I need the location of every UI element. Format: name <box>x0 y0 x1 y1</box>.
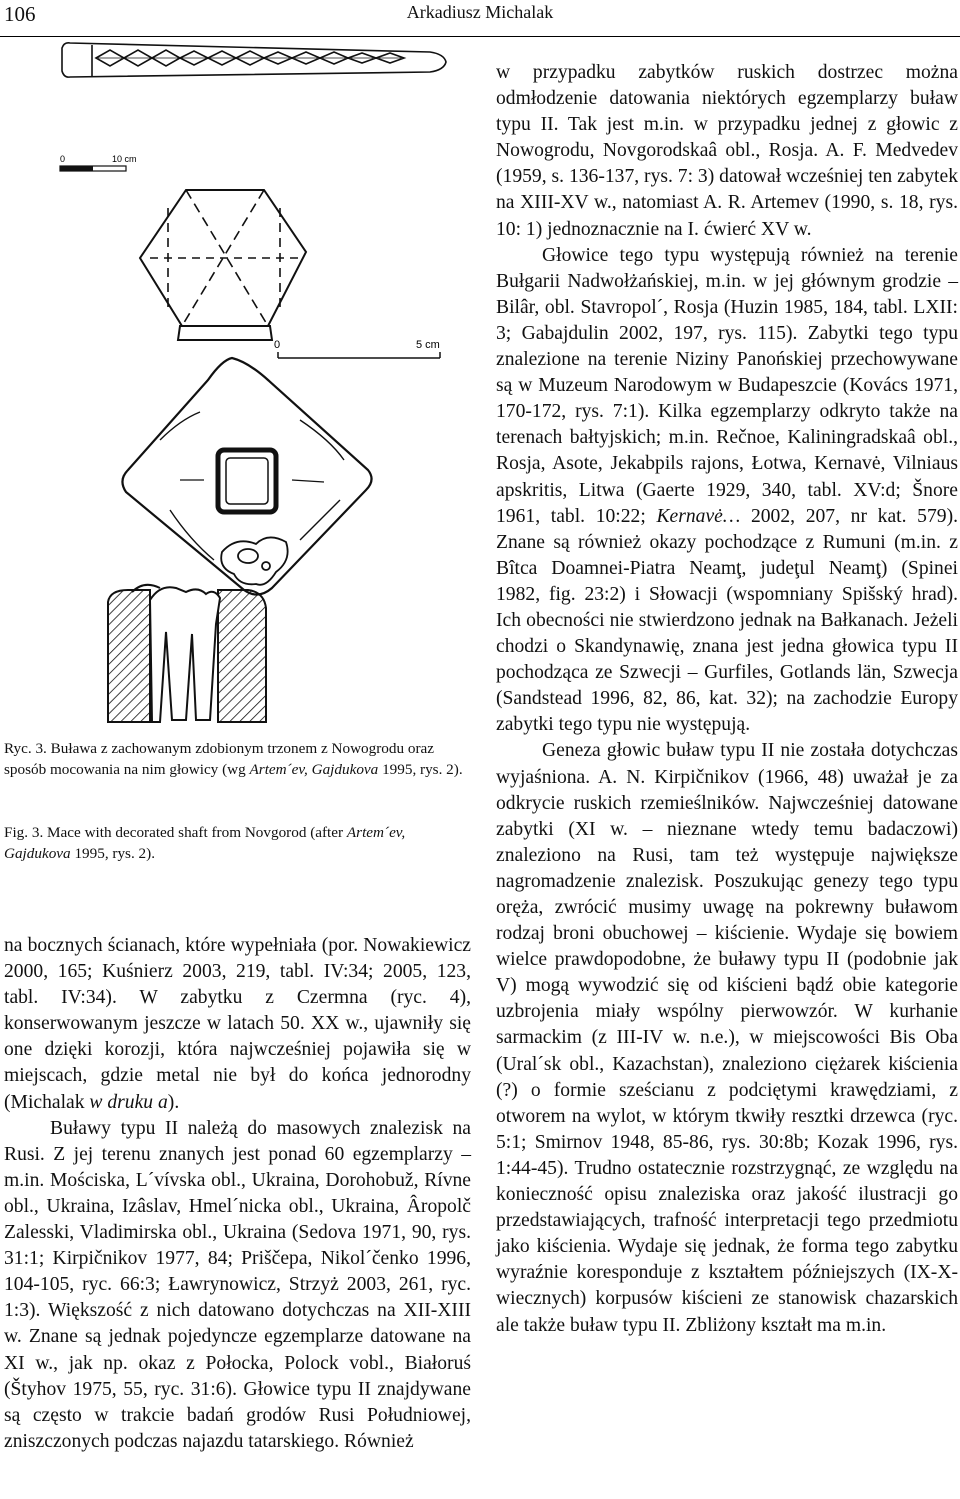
scale-large-end: 5 cm <box>416 339 440 351</box>
scale-small-end: 10 cm <box>112 154 137 164</box>
caption-pl-authors: Artem´ev, Gajdukova <box>249 761 379 778</box>
caption-pl-text: Ryc. 3. Buława z zachowanym zdobionym trzonem z Nowogrodu oraz sposób mocowania na nim głowicy (wg <box>4 740 434 778</box>
paragraph <box>4 933 471 1116</box>
scale-small-start: 0 <box>60 154 66 164</box>
left-p1-text: na bocznych ścianach, które wypełniała (por. Nowakiewicz 2000, 165; Kuśnierz 2003, 219, tabl. IV:34; 2005, 123, tabl. IV:34). W zabytku z Czermna (ryc. 4), konserwowanym jeszcze w latach 50. XX w., ujawniły się one dzięki korozji, która najwcześniej pojawiła się w miejscach, gdzie metal nie był do końca jednorodny (Michalak <box>4 935 471 1113</box>
mounting-section-view <box>108 585 266 722</box>
figure-caption-english <box>4 822 472 864</box>
caption-en-text: Fig. 3. Mace with decorated shaft from Novgorod (after <box>4 824 347 841</box>
caption-pl-ref: 1995, rys. 2). <box>378 761 463 778</box>
paragraph <box>496 243 958 739</box>
right-p2-text: Głowice tego typu występują również na terenie Bułgarii Nadwołżańskiej, m.in. w jej głównym grodzie – Bilâr, obl. Stavropol´, Rosja (Huzin 1985, 184, tabl. LXII: 3; Gabajdulin 2002, 197, rys. 115). Zabytki tego typu znalezione na terenie Niziny Panońskiej przechowywane są w Muzeum Narodowym w Budapeszcie (Kovács 1971, 170-172, rys. 7:1). Kilka egzemplarzy odkryto także na terenach bałtyjskich; m.in. Rečnoe, Kaliningradskaâ obl., Rosja, Asote, Jekabpils rajons, Łotwa, Kernavė, Vilniaus apskritis, Litwa (Gaerte 1929, 340, tabl. XV:d; Šnore 1961, tabl. 10:22; <box>496 244 958 527</box>
right-text-column <box>496 60 958 1339</box>
page-number: 106 <box>4 2 36 26</box>
left-text-column <box>4 933 471 1455</box>
scale-large-start: 0 <box>274 339 281 351</box>
scale-bar-small <box>60 154 137 171</box>
caption-en-ref: 1995, rys. 2). <box>70 845 156 862</box>
paragraph: Geneza głowic buław typu II nie została dotychczas wyjaśniona. A. N. Kirpičnikov (1966, 48) uważał je za odkrycie ruskich rzemieślników. Najwcześniej datowane zabytki (XI w. – nieznane wtedy temu badaczowi) znaleziono na Rusi, tam też występuje największe nagromadzenie znalezisk. Poszukując genezy tego typu oręża, zwrócić musimy uwagę na pokrewny buławom rodzaj broni obuchowej – kiścienie. Wydaje się bowiem wielce prawdopodobne, że buławy typu II (podobnie jak V) mogą wywodzić się od kiścieni bądź obie kategorie uzbrojenia miały wspólny pierwowzór. W kurhanie sarmackim (z III-IV w. n.e.), w miejscowości Bis Oba (Ural´sk obl., Kazachstan), znaleziono ciężarek kiścienia (?) o formie sześcianu z podciętymi krawędziami, z otworem na wylot, w którym tkwiły resztki drzewca (ryc. 5:1; Smirnov 1948, 85-86, rys. 30:8b; Kozak 1996, rys. 1:44-45). Trudno ostatecznie rozstrzygnąć, ze względu na konieczność opisu znaleziska oraz jakość ilustracji go przedstawiających, trafność interpretacji tego przedmiotu jako kiścienia. Wydaje się jednak, że forma tego zabytku wyraźnie koresponduje z kształtem późniejszych (IX-X-wiecznych) korpusów kiścieni ze stanowisk chazarskich ale także buław typu II. Zbliżony kształt ma m.in. <box>496 740 958 1336</box>
figure-caption-polish <box>4 738 472 780</box>
caption-en-authors: Artem´ev, Gajdukova <box>4 824 406 862</box>
header-rule <box>0 36 960 37</box>
decorated-shaft <box>62 43 446 77</box>
right-p2-end: 2002, 207, nr kat. 579). Znane są również okazy pochodzące z Rumuni (m.in. z Bîtca Doamnei-Piatra Neamţ, judeţul Neamţ) (Spinei 1982, fig. 23:2) i Słowacji (wspomniany Spišský hrad). Ich obecności nie stwierdzono jednak na Bałkanach. Jeżeli chodzi o Skandynawię, znana jest jedna głowica typu II pochodząca ze Szwecji – Gurfiles, Gotlands län, Szwecja (Sandstead 1996, 82, 86, kat. 32); na zachodzie Europy zabytki tego typu nie występują. <box>496 505 958 736</box>
running-head: Arkadiusz Michalak <box>406 2 554 22</box>
mace-head-side-view <box>140 190 306 340</box>
mace-illustration <box>0 40 480 730</box>
paragraph: Buławy typu II należą do masowych znalezisk na Rusi. Z jej terenu znanych jest ponad 60 egzemplarzy – m.in. Mościska, L´vívska obl., Ukraina, Dorohobuž, Rívne obl., Ukraina, Izâslav, Hmel´nicka obl., Ukraina, Âropolč Zalesski, Vladimirska obl., Ukraina (Sedova 1971, 90, rys. 31:1; Kirpičnikov 1977, 84; Priščepa, Nikol´čenko 1996, 104-105, ryc. 66:3; Ławrynowicz, Strzyż 2003, 261, ryc. 1:3). Większość z nich datowano dotychczas na XII-XIII w. Znane są jednak pojedyncze egzemplarze datowane na XI w., jak np. okaz z Połocka, Polock vobl., Białoruś (Štyhov 1975, 55, ryc. 31:6). Głowice typu II znajdywane są często w trakcie badań grodów Rusi Południowej, zniszczonych podczas najazdu tatarskiego. Również <box>4 1117 471 1452</box>
left-p1-italic: w druku a <box>89 1091 168 1113</box>
figure-mace-drawing <box>0 40 480 730</box>
scale-bar-large <box>274 339 440 358</box>
paragraph: w przypadku zabytków ruskich dostrzec można odmłodzenie datowania niektórych egzemplarzy buław typu II. Tak jest m.in. w przypadku jednej z głowic z Nowogrodu, Novgorodskaâ obl., Rosja. A. F. Medvedev (1959, s. 136-137, rys. 7: 3) datował wcześniej ten zabytek na XIII-XV w., natomiast A. R. Artemev (1990, s. 18, rys. 10: 1) jednoznacznie na I. ćwierć XV w. <box>496 62 958 240</box>
left-p1-end: ). <box>167 1091 180 1113</box>
right-p2-italic: Kernavė… <box>656 505 741 527</box>
